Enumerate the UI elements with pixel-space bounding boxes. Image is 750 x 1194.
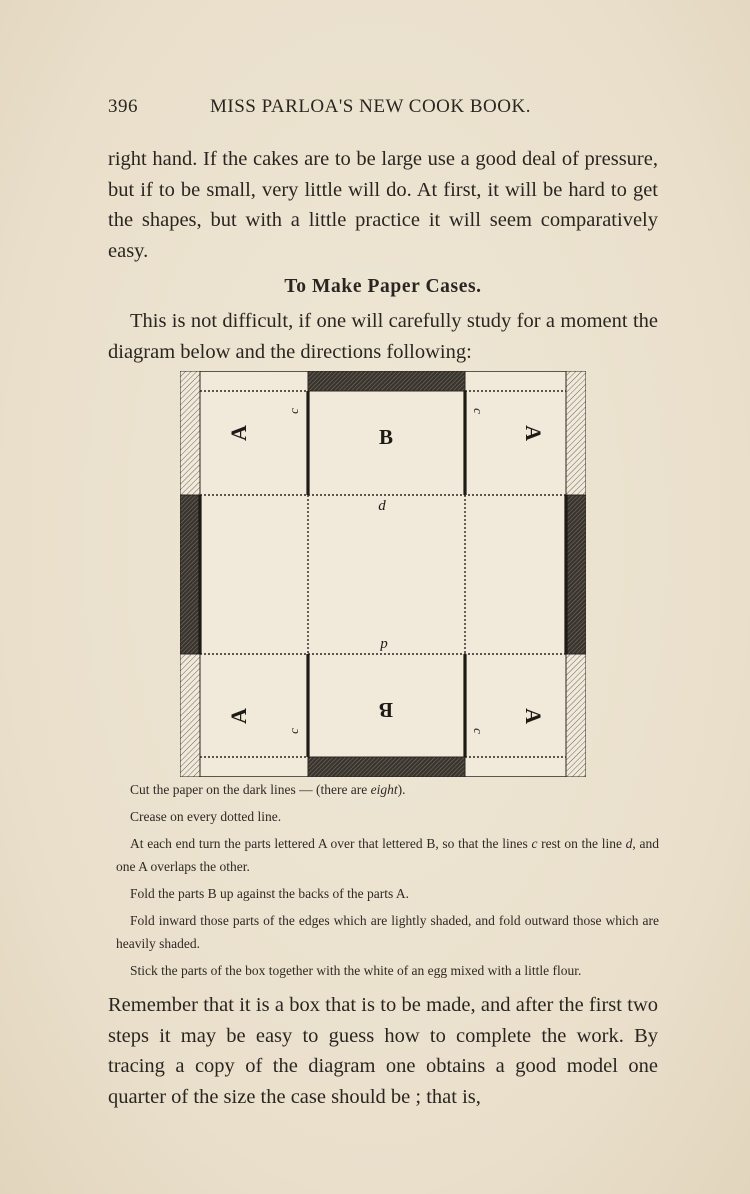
instruction-cut: Cut the paper on the dark lines — (there are eight). <box>130 782 406 797</box>
instruction-crease: Crease on every dotted line. <box>130 809 282 824</box>
light-shade-bottom-right <box>566 654 586 777</box>
label-b-top: B <box>378 425 394 449</box>
instruction-turn: At each end turn the parts lettered A over that lettered B, so that the lines c rest on the line d, and one A overlaps the other. <box>116 836 659 874</box>
heavy-shade-top <box>308 371 465 391</box>
intro-paragraph: This is not difficult, if one will carefully study for a moment the diagram below and the directions following: <box>108 310 658 363</box>
book-title: MISS PARLOA'S NEW COOK BOOK. <box>210 96 531 117</box>
label-c-bottom-right: c <box>471 728 486 734</box>
instruction-stick: Stick the parts of the box together with the white of an egg mixed with a little flour. <box>130 963 582 978</box>
label-a-bottom-left: A <box>226 708 251 724</box>
section-heading: To Make Paper Cases. <box>284 276 482 297</box>
paper-case-diagram <box>180 371 586 777</box>
label-a-top-left: A <box>226 425 251 441</box>
heavy-shade-left <box>180 495 200 654</box>
label-c-bottom-left: c <box>286 728 301 734</box>
label-a-top-right: A <box>521 425 546 441</box>
light-shade-top-left <box>180 371 200 495</box>
heavy-shade-bottom <box>308 757 465 777</box>
instruction-fold-b: Fold the parts B up against the backs of the parts A. <box>130 886 409 901</box>
label-c-top-right: c <box>471 408 486 414</box>
heavy-shade-right <box>566 495 586 654</box>
label-a-bottom-right: A <box>521 708 546 724</box>
light-shade-bottom-left <box>180 654 200 777</box>
label-b-bottom: B <box>378 698 394 722</box>
instruction-fold-edges: Fold inward those parts of the edges which are lightly shaded, and fold outward those which are heavily shaded. <box>116 913 659 951</box>
running-head <box>108 96 668 124</box>
label-d-upper: d <box>378 498 386 514</box>
label-c-top-left: c <box>286 408 301 414</box>
closing-paragraph: Remember that it is a box that is to be made, and after the first two steps it may be easy to guess how to complete the work. By tracing a copy of the diagram one obtains a good model one quarter of the size the case should be ; that is, <box>108 994 658 1108</box>
continuation-paragraph: right hand. If the cakes are to be large use a good deal of pressure, but if to be small, very little will do. At first, it will be hard to get the shapes, but with a little practice it will seem comparatively easy. <box>108 148 658 262</box>
diagram-instructions <box>116 778 659 986</box>
page-number: 396 <box>108 96 138 117</box>
label-d-lower: d <box>380 637 388 653</box>
light-shade-top-right <box>566 371 586 495</box>
